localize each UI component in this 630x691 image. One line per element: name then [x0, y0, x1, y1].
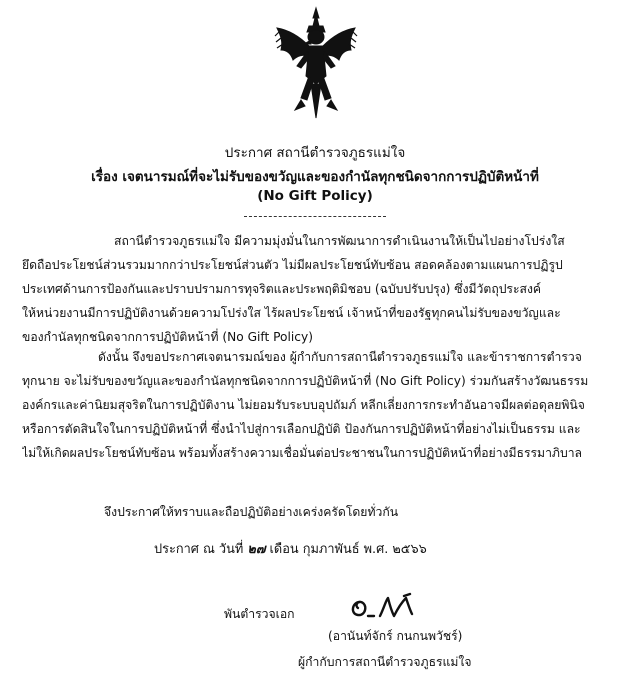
paragraph-declaration	[22, 345, 622, 465]
header-divider	[244, 216, 386, 217]
date-day: ๒๗	[247, 542, 266, 557]
closing-statement: จึงประกาศให้ทราบและถือปฏิบัติอย่างเคร่งครัดโดยทั่วกัน	[104, 505, 399, 519]
signer-position: ผู้กำกับการสถานีตำรวจภูธรแม่ใจ	[298, 655, 472, 669]
announcement-date	[154, 538, 427, 559]
date-prefix: ประกาศ ณ วันที่	[154, 542, 244, 557]
paragraph-line: สถานีตำรวจภูธรแม่ใจ มีความมุ่งมั่นในการพัฒนาการดำเนินงานให้เป็นไปอย่างโปร่งใส	[114, 234, 565, 248]
paragraph-line: ยึดถือประโยชน์ส่วนรวมมากกว่าประโยชน์ส่วนตัว ไม่มีผลประโยชน์ทับซ้อน สอดคล้องตามแผนการปฏิรูป	[22, 258, 563, 272]
paragraph-line: ไม่ให้เกิดผลประโยชน์ทับซ้อน พร้อมทั้งสร้างความเชื่อมั่นต่อประชาชนในการปฏิบัติหน้าที่อย่างมีธรรมาภิบาล	[22, 446, 583, 460]
date-month: เดือน กุมภาพันธ์	[269, 542, 360, 557]
paragraph-line: หรือการตัดสินใจในการปฏิบัติหน้าที่ ซึ่งนำไปสู่การเลือกปฏิบัติ ป้องกันการปฏิบัติหน้าที่อย่างไม่เป็นธรรม และ	[22, 422, 581, 436]
paragraph-line: ทุกนาย จะไม่รับของขวัญและของกำนัลทุกชนิดจากการปฏิบัติหน้าที่ (No Gift Policy) ร่วมกันสร้างวัฒนธรรม	[22, 374, 589, 388]
announcement-policy-name: (No Gift Policy)	[257, 188, 373, 204]
paragraph-intent	[22, 229, 622, 349]
announcement-heading: ประกาศ สถานีตำรวจภูธรแม่ใจ	[224, 145, 406, 161]
paragraph-line: ประเทศด้านการป้องกันและปราบปรามการทุจริตและประพฤติมิชอบ (ฉบับปรับปรุง) ซึ่งมีวัตถุประสงค์	[22, 282, 542, 296]
paragraph-line: ของกำนัลทุกชนิดจากการปฏิบัติหน้าที่ (No Gift Policy)	[22, 330, 313, 344]
garuda-emblem-icon	[271, 6, 361, 122]
announcement-subject: เรื่อง เจตนารมณ์ที่จะไม่รับของขวัญและของกำนัลทุกชนิดจากการปฏิบัติหน้าที่	[91, 169, 539, 185]
paragraph-line: องค์กรและค่านิยมสุจริตในการปฏิบัติงาน ไม่ยอมรับระบบอุปถัมภ์ หลีกเลี่ยงการกระทำอันอาจมีผลต่อดุลยพินิจ	[22, 398, 585, 412]
date-year: พ.ศ. ๒๕๖๖	[363, 542, 427, 557]
signer-rank: พันตำรวจเอก	[224, 607, 295, 621]
signer-name: (อานันท์จักร์ กนกนพวัชร์)	[328, 629, 463, 643]
paragraph-line: ดังนั้น จึงขอประกาศเจตนารมณ์ของ ผู้กำกับการสถานีตำรวจภูธรแม่ใจ และข้าราชการตำรวจ	[98, 350, 582, 364]
handwritten-signature	[346, 592, 418, 622]
paragraph-line: ให้หน่วยงานมีการปฏิบัติงานด้วยความโปร่งใส ไร้ผลประโยชน์ เจ้าหน้าที่ของรัฐทุกคนไม่รับของขวัญและ	[22, 306, 561, 320]
